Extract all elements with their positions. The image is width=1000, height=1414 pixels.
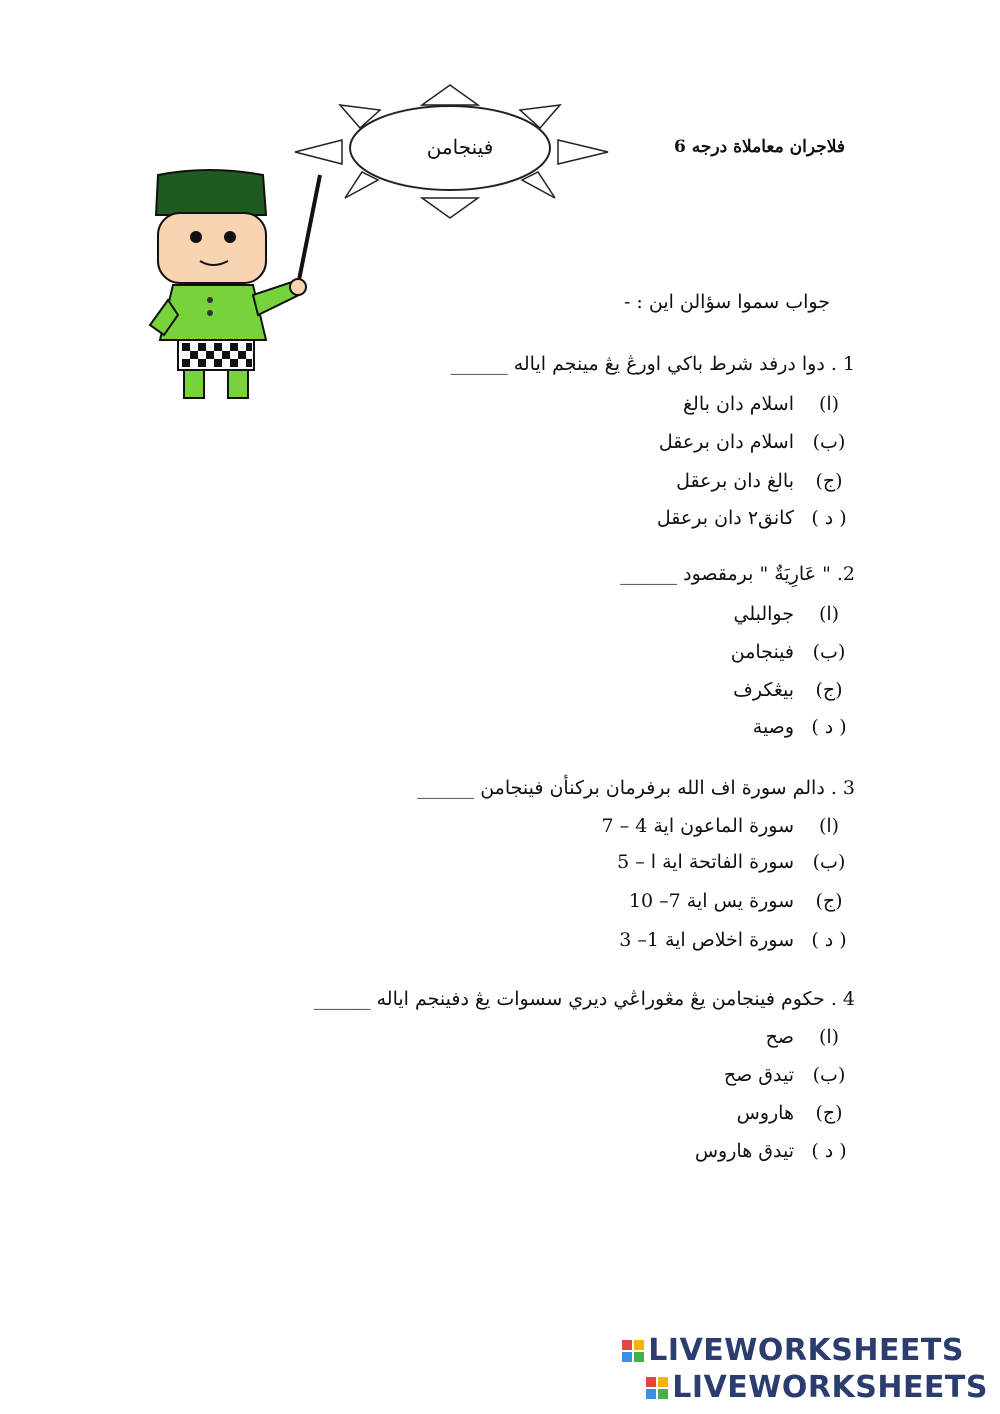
- question-1-option-b[interactable]: [659, 431, 850, 453]
- option-label: (ب): [812, 431, 846, 453]
- option-label: ( د ): [811, 716, 847, 738]
- topic-title: فينجامن: [426, 135, 494, 159]
- question-4: 4 . حكوم فينجامن يڠ مڠوراڠي ديري سسوات يڠ دفينجم اياله ______: [313, 988, 855, 1010]
- watermark-text: LIVEWORKSHEETS: [672, 1370, 988, 1405]
- option-label: (ج): [815, 679, 843, 701]
- question-1: 1 . دوا درفد شرط باكي اورڠ يڠ مينجم اياله ______: [450, 353, 855, 375]
- question-2-option-c[interactable]: [733, 679, 850, 701]
- option-label: ( د ): [811, 1140, 847, 1162]
- option-text: صح: [765, 1026, 794, 1048]
- option-text: اسلام دان برعقل: [658, 431, 794, 453]
- option-label: (ا): [818, 393, 840, 415]
- option-text: سورة الفاتحة اية ا – 5: [617, 851, 794, 873]
- question-1-option-a[interactable]: [683, 393, 850, 415]
- option-label: ( د ): [811, 929, 847, 951]
- question-3-option-c[interactable]: [629, 890, 850, 912]
- option-label: (ا): [818, 1026, 840, 1048]
- question-3-option-b[interactable]: [617, 851, 850, 873]
- option-label: (ج): [815, 1102, 843, 1124]
- option-label: (ا): [818, 603, 840, 625]
- option-text: هاروس: [736, 1102, 794, 1124]
- option-text: سورة الماعون اية 4 – 7: [601, 815, 794, 837]
- question-4-option-d[interactable]: [695, 1140, 850, 1162]
- option-label: (ب): [812, 641, 846, 663]
- question-4-option-a[interactable]: [766, 1026, 850, 1048]
- liveworksheets-watermark-secondary: [646, 1370, 988, 1405]
- option-text: وصية: [752, 716, 794, 738]
- question-2-option-b[interactable]: [731, 641, 850, 663]
- option-label: ( د ): [811, 507, 847, 529]
- option-label: (ب): [812, 851, 846, 873]
- question-3-option-d[interactable]: [619, 929, 850, 951]
- option-text: اسلام دان بالغ: [682, 393, 794, 415]
- question-4-option-b[interactable]: [724, 1064, 850, 1086]
- option-text: جوالبلي: [733, 603, 794, 625]
- option-label: (ا): [818, 815, 840, 837]
- question-3: 3 . دالم سورة اف الله برفرمان بركنأن فينجامن ______: [417, 777, 855, 799]
- question-1-option-c[interactable]: [676, 470, 850, 492]
- option-label: (ج): [815, 470, 843, 492]
- instruction-text: جواب سموا سؤالن اين : -: [623, 291, 830, 313]
- option-text: سورة اخلاص اية 1– 3: [619, 929, 794, 951]
- liveworksheets-watermark: [622, 1333, 964, 1368]
- option-text: تيدق هاروس: [694, 1140, 794, 1162]
- option-label: (ب): [812, 1064, 846, 1086]
- liveworksheets-logo-icon: [622, 1340, 644, 1362]
- question-3-option-a[interactable]: [602, 815, 850, 837]
- option-text: كانق٢ دان برعقل: [656, 507, 794, 529]
- option-label: (ج): [815, 890, 843, 912]
- teacher-character-illustration: [148, 165, 328, 405]
- option-text: فينجامن: [730, 641, 794, 663]
- question-1-option-d[interactable]: [657, 507, 850, 529]
- option-text: بيڠكرف: [733, 679, 794, 701]
- question-2-option-d[interactable]: [753, 716, 850, 738]
- question-2-option-a[interactable]: [734, 603, 851, 625]
- question-4-option-c[interactable]: [737, 1102, 850, 1124]
- option-text: بالغ دان برعقل: [676, 470, 794, 492]
- liveworksheets-logo-icon: [646, 1377, 668, 1399]
- option-text: سورة يس اية 7– 10: [628, 890, 794, 912]
- question-2: 2. " عَارِيَةٌ " برمقصود ______: [620, 563, 855, 585]
- watermark-text: LIVEWORKSHEETS: [648, 1333, 964, 1368]
- worksheet-subject: فلاجران معاملاة درجه 6: [673, 137, 845, 157]
- option-text: تيدق صح: [723, 1064, 794, 1086]
